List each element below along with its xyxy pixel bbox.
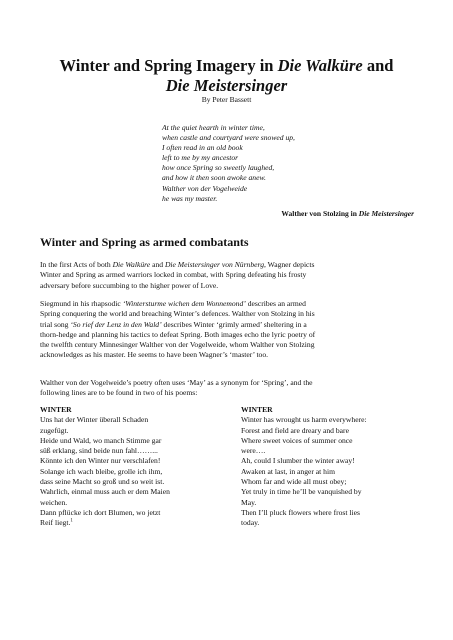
epigraph-line: I often read in an old book	[162, 143, 243, 153]
paragraph-line: acknowledges as his master. He seems to have been Wagner’s ‘master’ too.	[40, 350, 269, 360]
text-run: describes an armed	[245, 299, 306, 308]
text-run: describes Winter ‘grimly armed’ sheltering in a	[161, 319, 307, 329]
paragraph-line: following lines are to be found in two of his poems:	[40, 388, 198, 398]
paragraph-line: Winter and Spring as armed warriors locked in combat, with Spring defeating his frosty	[40, 270, 307, 280]
paragraph-line: Walther von der Vogelweide’s poetry often uses ‘May’ as a synonym for ‘Spring’, and the	[40, 378, 313, 387]
poem-line: weichen.	[40, 497, 68, 507]
paragraph-line: Spring conquering the world and breaching Winter’s defences. Walther von Stolzing in his	[40, 309, 315, 319]
page-title	[40, 56, 413, 96]
epigraph-line: Walther von der Vogelweide	[162, 183, 248, 193]
text-run: Siegmund in his rhapsodic	[40, 299, 123, 308]
epigraph-line: he was my master.	[162, 193, 218, 203]
paragraph-line: adversary before succumbing to the higher power of Love.	[40, 280, 219, 290]
poem-line: süß erklang, sind beide nun fahl……...	[40, 446, 158, 456]
text-run: and	[150, 260, 165, 269]
song-title: ‘So rief der Lenz in den Wald’	[70, 319, 162, 329]
paragraph-line	[40, 320, 417, 330]
poem-line: Where sweet voices of summer once	[241, 435, 353, 445]
poem-english	[241, 405, 401, 529]
title-work-walkure: Die Walküre	[277, 56, 363, 75]
paragraph-line	[40, 299, 417, 309]
poem-line: were….	[241, 446, 266, 456]
poem-line: Winter has wrought us harm everywhere:	[241, 415, 367, 425]
poem-line: Solange ich wach bleibe, grolle ich ihm,	[40, 466, 163, 476]
epigraph-line: At the quiet hearth in winter time,	[162, 123, 265, 132]
poem-last-line: Reif liegt.	[40, 518, 71, 528]
paragraph-line: the twelfth century Minnesinger Walther von der Vogelweide, whom Walther von Stolzing	[40, 340, 315, 350]
paragraph-line	[40, 260, 417, 270]
poem-line: Then I’ll pluck flowers where frost lies	[241, 507, 360, 517]
text-run: , Wagner depicts	[264, 260, 315, 269]
work-title: Die Walküre	[112, 260, 151, 269]
poem-line: Heide und Wald, wo manch Stimme gar	[40, 435, 162, 445]
section-heading: Winter and Spring as armed combatants	[40, 235, 249, 249]
poem-line: Yet truly in time he’ll be vanquished by	[241, 487, 362, 497]
song-title: ‘Wintersturme wichen dem Wonnemond’	[122, 299, 246, 308]
title-text-part3: and	[362, 56, 394, 75]
poem-line: Whom far and wide all must obey;	[241, 477, 347, 487]
poem-line: Forest and field are dreary and bare	[241, 425, 349, 435]
poem-line: Dann pflücke ich dort Blumen, wo jetzt	[40, 507, 161, 517]
title-work-meistersinger: Die Meistersinger	[165, 76, 288, 95]
poem-line: today.	[241, 518, 260, 528]
epigraph-line: how once Spring so sweetly laughed,	[162, 163, 275, 173]
paragraph-1	[40, 260, 417, 291]
author-byline: By Peter Bassett	[201, 95, 252, 104]
work-title: Die Meistersinger von Nürnberg	[164, 260, 264, 269]
poem-line: Ah, could I slumber the winter away!	[241, 456, 355, 466]
paragraph-3	[40, 378, 417, 399]
epigraph-attribution	[281, 209, 414, 218]
paragraph-2	[40, 299, 417, 361]
poem-line	[40, 518, 200, 528]
text-run: In the first Acts of both	[40, 260, 113, 269]
epigraph-line: left to me by my ancestor	[162, 153, 239, 163]
poem-heading: WINTER	[241, 405, 273, 414]
poem-line: Uns hat der Winter überall Schaden	[40, 415, 149, 425]
poem-line: zugefügt.	[40, 425, 69, 435]
poem-line: Könnte ich den Winter nur verschlafen!	[40, 456, 161, 466]
footnote-marker[interactable]: 1	[70, 518, 73, 524]
poem-line: Awaken at last, in anger at him	[241, 466, 335, 476]
epigraph-line: and how it then soon awoke anew.	[162, 173, 266, 183]
text-run: trial song	[40, 319, 71, 329]
attribution-prefix: Walther von Stolzing in	[281, 209, 359, 218]
title-text-part1: Winter and Spring Imagery in	[59, 56, 278, 75]
poem-line: May.	[241, 497, 257, 507]
epigraph-poem	[162, 123, 295, 204]
poem-heading: WINTER	[40, 405, 72, 414]
attribution-work: Die Meistersinger	[358, 209, 414, 218]
poem-german	[40, 405, 200, 529]
poem-line: Wahrlich, einmal muss auch er dem Maien	[40, 487, 170, 497]
poem-line: dass seine Macht so groß und so weit ist.	[40, 477, 165, 487]
paragraph-line: thorn-hedge and planning his tactics to defeat Spring. Both images echo the lyric poetry of	[40, 329, 316, 339]
epigraph-line: when castle and courtyard were snowed up,	[162, 133, 295, 143]
